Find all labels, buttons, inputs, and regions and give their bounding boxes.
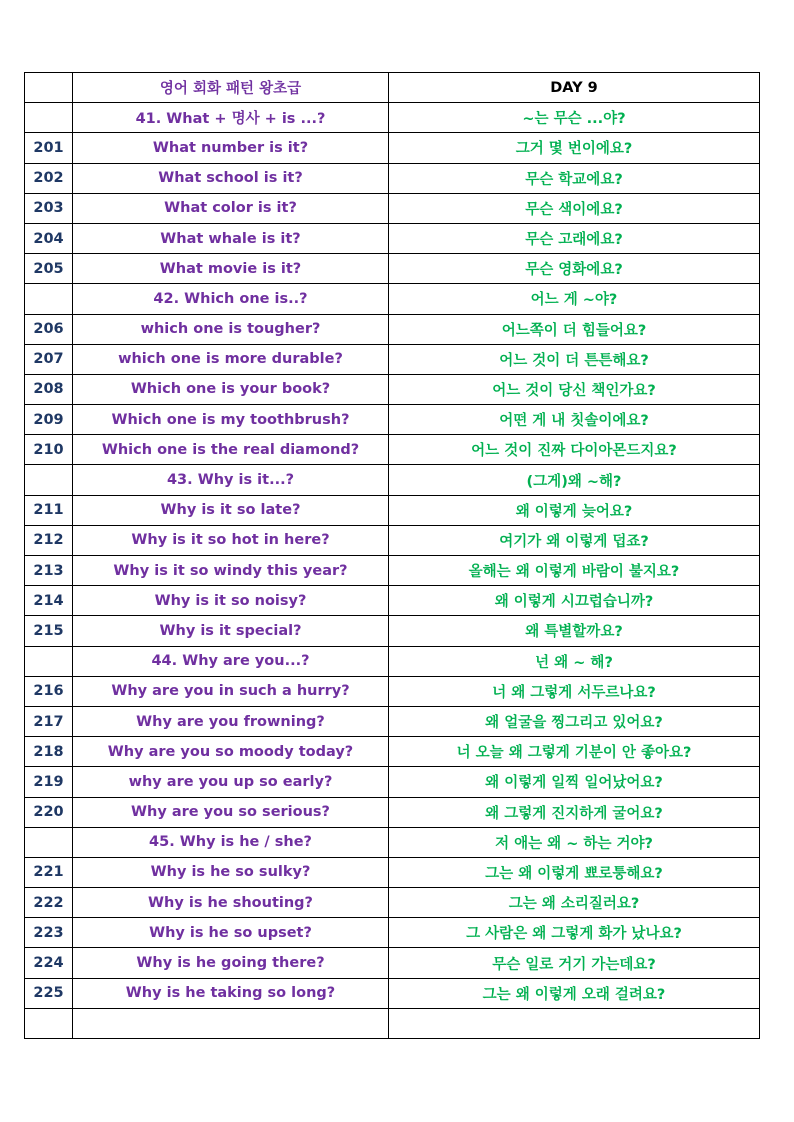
english-phrase: why are you up so early? (73, 767, 389, 797)
row-number (25, 103, 73, 133)
table-row (25, 163, 760, 193)
english-phrase: Why are you in such a hurry? (73, 676, 389, 706)
row-number: 209 (25, 405, 73, 435)
english-phrase: which one is more durable? (73, 344, 389, 374)
korean-phrase: 너 왜 그렇게 서두르나요? (389, 676, 760, 706)
korean-phrase: 그거 몇 번이에요? (389, 133, 760, 163)
english-phrase: Which one is my toothbrush? (73, 405, 389, 435)
row-number: 220 (25, 797, 73, 827)
row-number (25, 1008, 73, 1038)
table-row (25, 193, 760, 223)
english-phrase: 41. What + 명사 + is ...? (73, 103, 389, 133)
table-row (25, 888, 760, 918)
table-row (25, 676, 760, 706)
row-number: 207 (25, 344, 73, 374)
table-row (25, 405, 760, 435)
table-row (25, 797, 760, 827)
row-number: 208 (25, 374, 73, 404)
table-row (25, 435, 760, 465)
table-row (25, 133, 760, 163)
row-number: 212 (25, 525, 73, 555)
korean-phrase: 무슨 색이에요? (389, 193, 760, 223)
english-phrase: Why is he shouting? (73, 888, 389, 918)
row-number: 224 (25, 948, 73, 978)
korean-phrase: 너 오늘 왜 그렇게 기분이 안 좋아요? (389, 737, 760, 767)
english-phrase: 45. Why is he / she? (73, 827, 389, 857)
korean-phrase: 왜 이렇게 늦어요? (389, 495, 760, 525)
table-row (25, 314, 760, 344)
korean-phrase: 저 애는 왜 ~ 하는 거야? (389, 827, 760, 857)
table-header-row (25, 73, 760, 103)
table-row (25, 374, 760, 404)
korean-phrase (389, 1008, 760, 1038)
english-phrase: Why is he so sulky? (73, 857, 389, 887)
korean-phrase: (그게)왜 ~해? (389, 465, 760, 495)
header-blank-cell (25, 73, 73, 103)
row-number: 225 (25, 978, 73, 1008)
table-row (25, 767, 760, 797)
korean-phrase: 어떤 게 내 칫솔이에요? (389, 405, 760, 435)
row-number: 204 (25, 223, 73, 253)
english-phrase (73, 1008, 389, 1038)
pattern-heading-row (25, 646, 760, 676)
phrase-table (24, 72, 760, 1039)
row-number: 213 (25, 556, 73, 586)
row-number: 211 (25, 495, 73, 525)
row-number: 223 (25, 918, 73, 948)
korean-phrase: 그는 왜 소리질러요? (389, 888, 760, 918)
pattern-heading-row (25, 284, 760, 314)
english-phrase: Why is he taking so long? (73, 978, 389, 1008)
korean-phrase: 무슨 영화에요? (389, 254, 760, 284)
korean-phrase: 올해는 왜 이렇게 바람이 불지요? (389, 556, 760, 586)
korean-phrase: 어느 것이 더 튼튼해요? (389, 344, 760, 374)
korean-phrase: 왜 이렇게 시끄럽습니까? (389, 586, 760, 616)
korean-phrase: 그는 왜 이렇게 오래 걸려요? (389, 978, 760, 1008)
row-number (25, 827, 73, 857)
row-number: 210 (25, 435, 73, 465)
korean-phrase: 왜 이렇게 일찍 일어났어요? (389, 767, 760, 797)
row-number: 219 (25, 767, 73, 797)
korean-phrase: 여기가 왜 이렇게 덥죠? (389, 525, 760, 555)
table-row (25, 706, 760, 736)
table-row (25, 525, 760, 555)
english-phrase: Why are you so moody today? (73, 737, 389, 767)
english-phrase: What movie is it? (73, 254, 389, 284)
day-label: DAY 9 (389, 73, 760, 103)
english-phrase: 44. Why are you...? (73, 646, 389, 676)
table-row (25, 857, 760, 887)
korean-phrase: 어느 게 ~야? (389, 284, 760, 314)
korean-phrase: 왜 그렇게 진지하게 굴어요? (389, 797, 760, 827)
row-number: 206 (25, 314, 73, 344)
row-number: 201 (25, 133, 73, 163)
english-phrase: Which one is the real diamond? (73, 435, 389, 465)
table-row (25, 556, 760, 586)
english-phrase: Why is it so late? (73, 495, 389, 525)
korean-phrase: 왜 특별할까요? (389, 616, 760, 646)
pattern-heading-row (25, 827, 760, 857)
english-phrase: Why is it so noisy? (73, 586, 389, 616)
row-number: 202 (25, 163, 73, 193)
english-phrase: What number is it? (73, 133, 389, 163)
row-number (25, 646, 73, 676)
row-number: 221 (25, 857, 73, 887)
row-number (25, 284, 73, 314)
english-phrase: Why is it so hot in here? (73, 525, 389, 555)
korean-phrase: 무슨 일로 거기 가는데요? (389, 948, 760, 978)
english-phrase: What whale is it? (73, 223, 389, 253)
english-phrase: 43. Why is it...? (73, 465, 389, 495)
pattern-heading-row (25, 103, 760, 133)
table-row (25, 948, 760, 978)
table-row (25, 737, 760, 767)
table-row (25, 616, 760, 646)
english-phrase: Why are you frowning? (73, 706, 389, 736)
table-row (25, 586, 760, 616)
english-phrase: Why is he going there? (73, 948, 389, 978)
row-number: 203 (25, 193, 73, 223)
row-number: 216 (25, 676, 73, 706)
row-number: 217 (25, 706, 73, 736)
english-phrase: Why is it special? (73, 616, 389, 646)
pattern-heading-row (25, 465, 760, 495)
korean-phrase: 어느 것이 당신 책인가요? (389, 374, 760, 404)
english-phrase: Why is it so windy this year? (73, 556, 389, 586)
table-row (25, 1008, 760, 1038)
row-number: 205 (25, 254, 73, 284)
korean-phrase: 무슨 고래에요? (389, 223, 760, 253)
table-row (25, 978, 760, 1008)
korean-phrase: 왜 얼굴을 찡그리고 있어요? (389, 706, 760, 736)
english-phrase: which one is tougher? (73, 314, 389, 344)
table-row (25, 495, 760, 525)
english-phrase: Why is he so upset? (73, 918, 389, 948)
row-number (25, 465, 73, 495)
korean-phrase: 어느쪽이 더 힘들어요? (389, 314, 760, 344)
korean-phrase: 무슨 학교에요? (389, 163, 760, 193)
table-row (25, 344, 760, 374)
korean-phrase: 그 사람은 왜 그렇게 화가 났나요? (389, 918, 760, 948)
row-number: 218 (25, 737, 73, 767)
page-title: 영어 회화 패턴 왕초급 (73, 73, 389, 103)
korean-phrase: 어느 것이 진짜 다이아몬드지요? (389, 435, 760, 465)
table-row (25, 918, 760, 948)
english-phrase: What school is it? (73, 163, 389, 193)
english-phrase: 42. Which one is..? (73, 284, 389, 314)
english-phrase: What color is it? (73, 193, 389, 223)
table-row (25, 254, 760, 284)
english-phrase: Which one is your book? (73, 374, 389, 404)
row-number: 215 (25, 616, 73, 646)
row-number: 222 (25, 888, 73, 918)
table-row (25, 223, 760, 253)
korean-phrase: 그는 왜 이렇게 뾰로퉁해요? (389, 857, 760, 887)
row-number: 214 (25, 586, 73, 616)
korean-phrase: ~는 무슨 ...야? (389, 103, 760, 133)
english-phrase: Why are you so serious? (73, 797, 389, 827)
korean-phrase: 넌 왜 ~ 해? (389, 646, 760, 676)
